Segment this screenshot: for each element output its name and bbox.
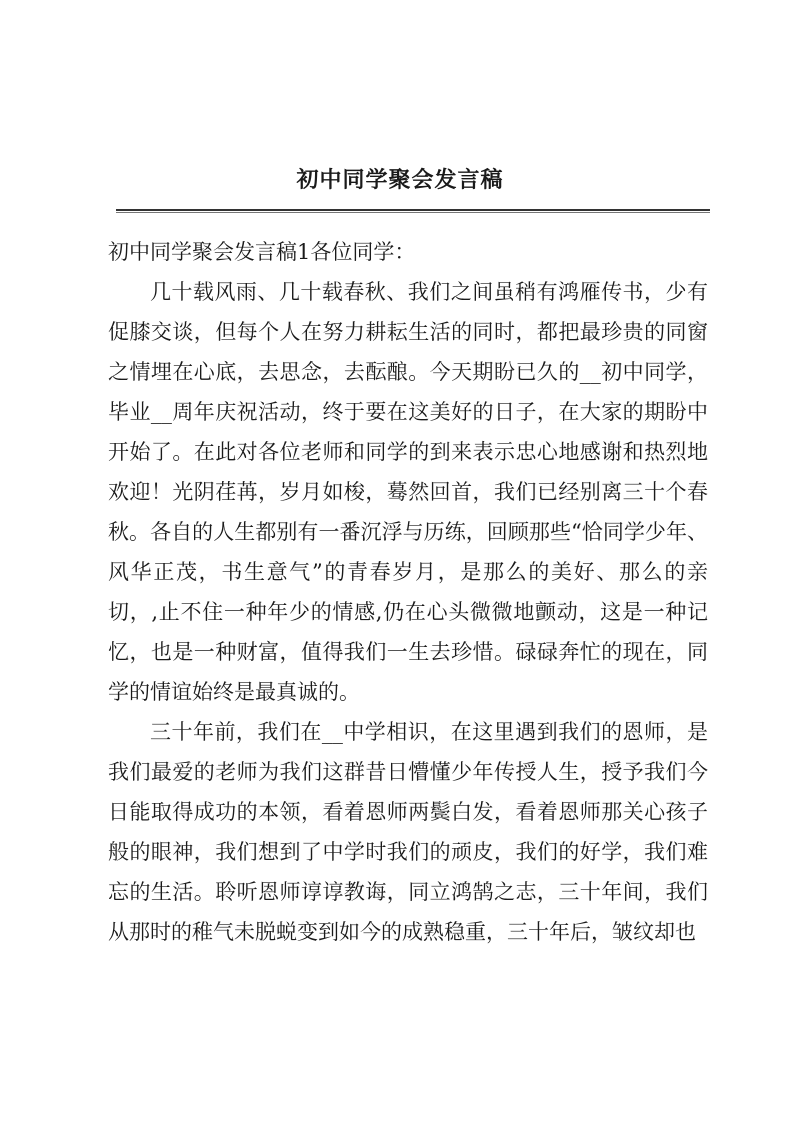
paragraph: 几十载风雨、几十载春秋、我们之间虽稍有鸿雁传书，少有促膝交谈，但每个人在努力耕耘生活的同时，都把最珍贵的同窗之情埋在心底，去思念，去酝酿。今天期盼已久的__初中同学，毕业__周年庆祝活动，终于要在这美好的日子，在大家的期盼中开始了。在此对各位老师和同学的到来表示忠心地感谢和热烈地欢迎！光阴荏苒，岁月如梭，蓦然回首，我们已经别离三十个春秋。各自的人生都别有一番沉浮与历练，回顾那些“恰同学少年、风华正茂，书生意气”的青春岁月，是那么的美好、那么的亲切，,止不住一种年少的情感,仍在心头微微地颤动，这是一种记忆，也是一种财富，值得我们一生去珍惜。碌碌奔忙的现在，同学的情谊始终是最真诚的。 [108, 280, 708, 704]
title-divider [116, 209, 710, 213]
document-title: 初中同学聚会发言稿 [296, 167, 504, 193]
paragraph: 三十年前，我们在__中学相识，在这里遇到我们的恩师，是我们最爱的老师为我们这群昔日懵懂少年传授人生，授予我们今日能取得成功的本领，看着恩师两鬓白发，看着恩师那关心孩子般的眼神，我们想到了中学时我们的顽皮，我们的好学，我们难忘的生活。聆听恩师谆谆教诲，同立鸿鹄之志，三十年间，我们从那时的稚气未脱蜕变到如今的成熟稳重，三十年后，皱纹却也 [108, 720, 708, 944]
paragraph-opening: 初中同学聚会发言稿1各位同学： [108, 240, 416, 264]
document-body [108, 232, 708, 952]
